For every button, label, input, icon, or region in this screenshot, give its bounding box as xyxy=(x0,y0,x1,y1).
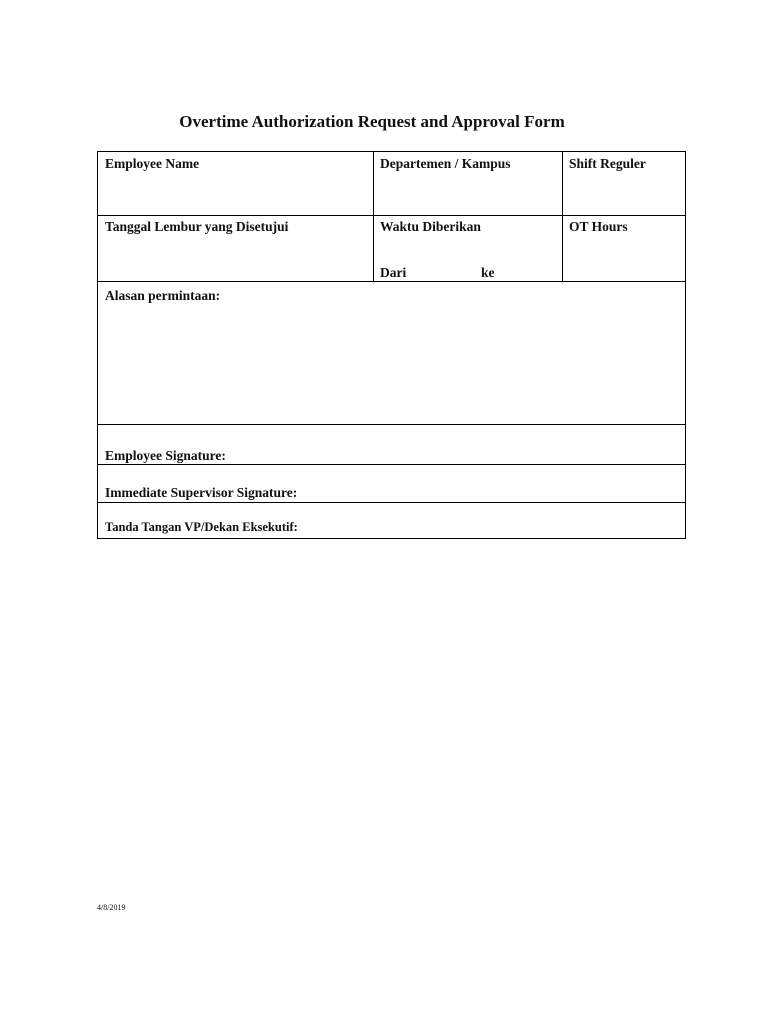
column-divider xyxy=(373,152,374,282)
employee-signature-label: Employee Signature: xyxy=(105,448,226,463)
time-to-label: ke xyxy=(481,265,495,280)
row-divider xyxy=(98,464,685,465)
row-divider xyxy=(98,215,685,216)
shift-label: Shift Reguler xyxy=(569,156,646,171)
footer-date: 4/8/2019 xyxy=(97,903,126,912)
supervisor-signature-label: Immediate Supervisor Signature: xyxy=(105,485,298,500)
row-divider xyxy=(98,502,685,503)
row-divider xyxy=(98,424,685,425)
form-table xyxy=(97,151,686,539)
row-divider xyxy=(98,281,685,282)
department-label: Departemen / Kampus xyxy=(380,156,511,171)
column-divider xyxy=(562,152,563,282)
vp-signature-label: Tanda Tangan VP/Dekan Eksekutif: xyxy=(105,520,298,534)
time-given-label: Waktu Diberikan xyxy=(380,219,481,234)
ot-date-label: Tanggal Lembur yang Disetujui xyxy=(105,219,289,234)
time-from-label: Dari xyxy=(380,265,407,280)
reason-label: Alasan permintaan: xyxy=(105,288,221,303)
ot-hours-label: OT Hours xyxy=(569,219,628,234)
employee-name-label: Employee Name xyxy=(105,156,200,171)
form-title: Overtime Authorization Request and Approval Form xyxy=(179,112,565,131)
